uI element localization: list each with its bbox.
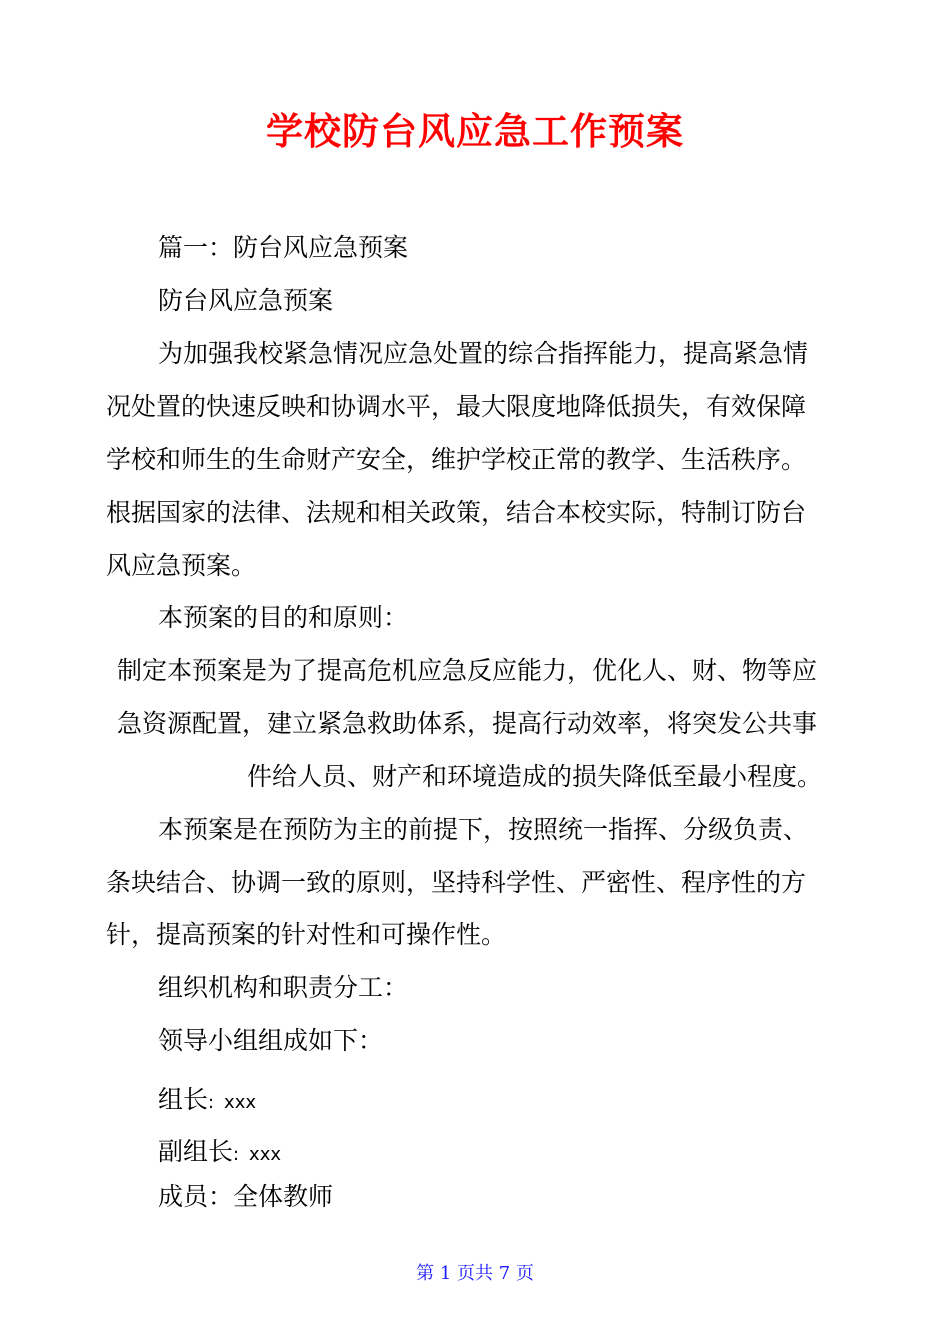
paragraph-line: 学校和师生的生命财产安全，维护学校正常的教学、生活秩序。	[106, 445, 807, 474]
deputy-value: xxx	[249, 1144, 282, 1165]
members-line: 成员：全体教师	[158, 1182, 334, 1211]
paragraph-line: 制定本预案是为了提高危机应急反应能力，优化人、财、物等应	[117, 656, 818, 685]
page-indicator: 第 1 页共 7 页	[416, 1263, 534, 1284]
section-heading: 篇一：防台风应急预案	[158, 233, 409, 262]
paragraph-line: 针，提高预案的针对性和可操作性。	[106, 920, 507, 949]
paragraph-line: 件给人员、财产和环境造成的损失降低至最小程度。	[247, 762, 823, 791]
leader-line	[158, 1083, 256, 1120]
paragraph-line: 本预案是在预防为主的前提下，按照统一指挥、分级负责、	[158, 815, 809, 844]
paragraph-line: 风应急预案。	[106, 551, 257, 580]
section-label: 组织机构和职责分工：	[158, 973, 409, 1002]
paragraph-line: 况处置的快速反映和协调水平，最大限度地降低损失，有效保障	[106, 392, 807, 421]
paragraph-line: 根据国家的法律、法规和相关政策，结合本校实际，特制订防台	[106, 498, 807, 527]
leader-value: xxx	[224, 1092, 257, 1113]
deputy-line	[158, 1135, 281, 1172]
section-label: 本预案的目的和原则：	[158, 603, 409, 632]
section-label: 领导小组组成如下：	[158, 1026, 384, 1055]
leader-colon: :	[208, 1092, 215, 1113]
deputy-label: 副组长	[158, 1137, 234, 1166]
paragraph-line: 急资源配置，建立紧急救助体系，提高行动效率，将突发公共事	[117, 709, 818, 738]
paragraph-line: 条块结合、协调一致的原则，坚持科学性、严密性、程序性的方	[106, 868, 807, 897]
subtitle: 防台风应急预案	[158, 286, 334, 315]
paragraph-line: 为加强我校紧急情况应急处置的综合指挥能力，提高紧急情	[158, 339, 809, 368]
document-title: 学校防台风应急工作预案	[266, 110, 684, 153]
deputy-colon: :	[233, 1144, 240, 1165]
leader-label: 组长	[158, 1085, 209, 1114]
